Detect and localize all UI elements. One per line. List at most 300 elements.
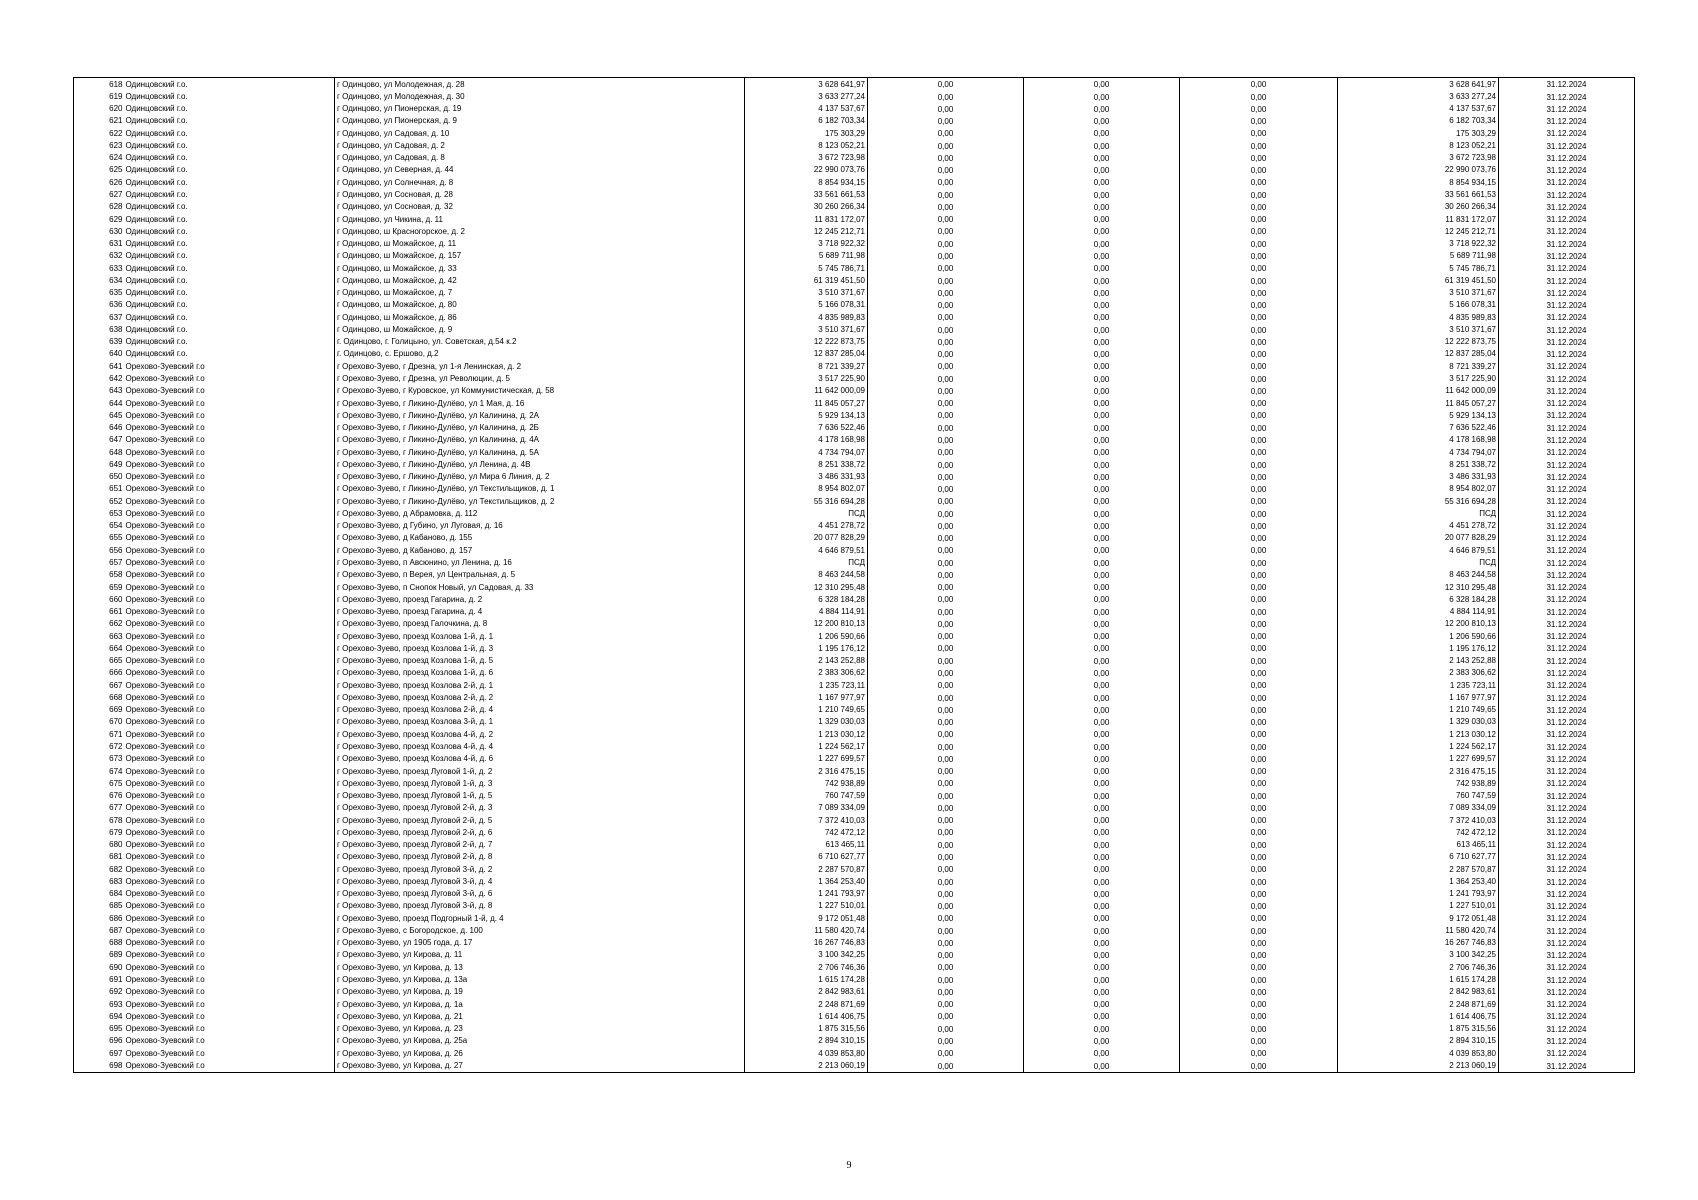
amount-col-3-cell: 0,00: [1024, 753, 1180, 765]
amount-col-4-cell: 0,00: [1180, 544, 1338, 556]
completion-date-cell: 31.12.2024: [1499, 826, 1635, 838]
completion-date-cell: 31.12.2024: [1499, 458, 1635, 470]
amount-col-4-cell: 0,00: [1180, 532, 1338, 544]
amount-remaining-cell: 3 510 371,67: [1338, 287, 1499, 299]
row-number-cell: 620: [74, 103, 124, 115]
completion-date-cell: 31.12.2024: [1499, 802, 1635, 814]
completion-date-cell: 31.12.2024: [1499, 569, 1635, 581]
amount-total-cell: 4 884 114,91: [745, 605, 868, 617]
table-row: [74, 520, 1635, 532]
municipality-cell: Орехово-Зуевский г.о: [124, 434, 335, 446]
amount-col-4-cell: 0,00: [1180, 888, 1338, 900]
amount-total-cell: 3 718 922,32: [745, 237, 868, 249]
amount-col-4-cell: 0,00: [1180, 765, 1338, 777]
municipality-cell: Орехово-Зуевский г.о: [124, 789, 335, 801]
amount-col-4-cell: 0,00: [1180, 323, 1338, 335]
amount-col-3-cell: 0,00: [1024, 421, 1180, 433]
row-number-cell: 673: [74, 753, 124, 765]
amount-remaining-cell: 16 267 746,83: [1338, 937, 1499, 949]
table-row: [74, 336, 1635, 348]
amount-col-4-cell: 0,00: [1180, 397, 1338, 409]
completion-date-cell: 31.12.2024: [1499, 385, 1635, 397]
amount-remaining-cell: 742 938,89: [1338, 777, 1499, 789]
amount-total-cell: 33 561 661,53: [745, 188, 868, 200]
row-number-cell: 618: [74, 78, 124, 91]
municipality-cell: Одинцовский г.о.: [124, 188, 335, 200]
amount-total-cell: 6 328 184,28: [745, 593, 868, 605]
table-row: [74, 360, 1635, 372]
amount-col-3-cell: 0,00: [1024, 336, 1180, 348]
address-cell: г Орехово-Зуево, проезд Луговой 3-й, д. 6: [335, 888, 745, 900]
municipality-cell: Орехово-Зуевский г.о: [124, 1035, 335, 1047]
amount-col-4-cell: 0,00: [1180, 1035, 1338, 1047]
municipality-cell: Одинцовский г.о.: [124, 250, 335, 262]
address-cell: г Орехово-Зуево, п Авсюнино, ул Ленина, д. 16: [335, 556, 745, 568]
address-cell: г Орехово-Зуево, г Дрезна, ул Революции, д. 5: [335, 372, 745, 384]
address-cell: г Одинцово, ш Можайское, д. 7: [335, 287, 745, 299]
amount-remaining-cell: 12 222 873,75: [1338, 336, 1499, 348]
completion-date-cell: 31.12.2024: [1499, 446, 1635, 458]
amount-remaining-cell: 12 200 810,13: [1338, 618, 1499, 630]
row-number-cell: 672: [74, 740, 124, 752]
amount-total-cell: 3 510 371,67: [745, 287, 868, 299]
address-cell: г Одинцово, ул Пионерская, д. 19: [335, 103, 745, 115]
completion-date-cell: 31.12.2024: [1499, 152, 1635, 164]
amount-col-2-cell: 0,00: [868, 593, 1024, 605]
completion-date-cell: 31.12.2024: [1499, 728, 1635, 740]
table-row: [74, 176, 1635, 188]
amount-col-2-cell: 0,00: [868, 789, 1024, 801]
amount-col-2-cell: 0,00: [868, 115, 1024, 127]
completion-date-cell: 31.12.2024: [1499, 507, 1635, 519]
amount-col-3-cell: 0,00: [1024, 777, 1180, 789]
amount-remaining-cell: 1 224 562,17: [1338, 740, 1499, 752]
row-number-cell: 639: [74, 336, 124, 348]
municipality-cell: Орехово-Зуевский г.о: [124, 875, 335, 887]
row-number-cell: 660: [74, 593, 124, 605]
table-row: [74, 569, 1635, 581]
completion-date-cell: 31.12.2024: [1499, 937, 1635, 949]
amount-col-2-cell: 0,00: [868, 287, 1024, 299]
amount-col-4-cell: 0,00: [1180, 802, 1338, 814]
amount-col-3-cell: 0,00: [1024, 900, 1180, 912]
amount-col-2-cell: 0,00: [868, 152, 1024, 164]
address-cell: г Орехово-Зуево, проезд Луговой 2-й, д. 7: [335, 838, 745, 850]
row-number-cell: 674: [74, 765, 124, 777]
completion-date-cell: 31.12.2024: [1499, 863, 1635, 875]
amount-remaining-cell: 61 319 451,50: [1338, 274, 1499, 286]
row-number-cell: 665: [74, 654, 124, 666]
amount-remaining-cell: 3 486 331,93: [1338, 471, 1499, 483]
completion-date-cell: 31.12.2024: [1499, 949, 1635, 961]
amount-col-2-cell: 0,00: [868, 1035, 1024, 1047]
address-cell: г Одинцово, ул Пионерская, д. 9: [335, 115, 745, 127]
amount-total-cell: 3 517 225,90: [745, 372, 868, 384]
amount-remaining-cell: 12 837 285,04: [1338, 348, 1499, 360]
amount-total-cell: 3 486 331,93: [745, 471, 868, 483]
amount-total-cell: 2 143 252,88: [745, 654, 868, 666]
municipality-cell: Одинцовский г.о.: [124, 90, 335, 102]
completion-date-cell: 31.12.2024: [1499, 1047, 1635, 1059]
address-cell: г Одинцово, ш Можайское, д. 9: [335, 323, 745, 335]
amount-col-4-cell: 0,00: [1180, 409, 1338, 421]
amount-remaining-cell: 7 372 410,03: [1338, 814, 1499, 826]
row-number-cell: 645: [74, 409, 124, 421]
amount-col-4-cell: 0,00: [1180, 605, 1338, 617]
table-row: [74, 274, 1635, 286]
amount-col-3-cell: 0,00: [1024, 605, 1180, 617]
amount-col-3-cell: 0,00: [1024, 556, 1180, 568]
amount-col-2-cell: 0,00: [868, 691, 1024, 703]
municipality-cell: Орехово-Зуевский г.о: [124, 667, 335, 679]
amount-col-3-cell: 0,00: [1024, 532, 1180, 544]
row-number-cell: 688: [74, 937, 124, 949]
amount-col-4-cell: 0,00: [1180, 115, 1338, 127]
address-cell: г Орехово-Зуево, д Губино, ул Луговая, д. 16: [335, 520, 745, 532]
row-number-cell: 657: [74, 556, 124, 568]
completion-date-cell: 31.12.2024: [1499, 139, 1635, 151]
row-number-cell: 630: [74, 225, 124, 237]
amount-total-cell: 5 689 711,98: [745, 250, 868, 262]
amount-col-3-cell: 0,00: [1024, 875, 1180, 887]
completion-date-cell: 31.12.2024: [1499, 90, 1635, 102]
amount-col-4-cell: 0,00: [1180, 973, 1338, 985]
amount-remaining-cell: 2 383 306,62: [1338, 667, 1499, 679]
amount-total-cell: 1 614 406,75: [745, 1010, 868, 1022]
amount-col-3-cell: 0,00: [1024, 961, 1180, 973]
row-number-cell: 659: [74, 581, 124, 593]
amount-remaining-cell: 1 227 699,57: [1338, 753, 1499, 765]
amount-col-2-cell: 0,00: [868, 605, 1024, 617]
address-cell: г Одинцово, ул Сосновая, д. 28: [335, 188, 745, 200]
amount-col-2-cell: 0,00: [868, 838, 1024, 850]
address-cell: г Орехово-Зуево, проезд Козлова 1-й, д. 1: [335, 630, 745, 642]
address-cell: г Одинцово, ул Молодежная, д. 30: [335, 90, 745, 102]
completion-date-cell: 31.12.2024: [1499, 434, 1635, 446]
amount-col-4-cell: 0,00: [1180, 642, 1338, 654]
amount-col-3-cell: 0,00: [1024, 201, 1180, 213]
amount-remaining-cell: 3 672 723,98: [1338, 152, 1499, 164]
amount-remaining-cell: 1 875 315,56: [1338, 1022, 1499, 1034]
amount-total-cell: 20 077 828,29: [745, 532, 868, 544]
row-number-cell: 666: [74, 667, 124, 679]
row-number-cell: 687: [74, 924, 124, 936]
amount-col-4-cell: 0,00: [1180, 225, 1338, 237]
amount-col-4-cell: 0,00: [1180, 728, 1338, 740]
municipality-cell: Орехово-Зуевский г.о: [124, 605, 335, 617]
amount-total-cell: 2 316 475,15: [745, 765, 868, 777]
table-row: [74, 961, 1635, 973]
amount-remaining-cell: 3 517 225,90: [1338, 372, 1499, 384]
amount-col-2-cell: 0,00: [868, 888, 1024, 900]
amount-remaining-cell: 1 329 030,03: [1338, 716, 1499, 728]
table-row: [74, 409, 1635, 421]
municipality-cell: Орехово-Зуевский г.о: [124, 912, 335, 924]
row-number-cell: 656: [74, 544, 124, 556]
table-row: [74, 912, 1635, 924]
data-table: [73, 77, 1635, 1073]
completion-date-cell: 31.12.2024: [1499, 691, 1635, 703]
address-cell: г Орехово-Зуево, г Ликино-Дулёво, ул Текстильщиков, д. 1: [335, 483, 745, 495]
table-row: [74, 679, 1635, 691]
amount-col-2-cell: 0,00: [868, 802, 1024, 814]
amount-total-cell: 16 267 746,83: [745, 937, 868, 949]
amount-total-cell: 6 182 703,34: [745, 115, 868, 127]
amount-remaining-cell: 3 633 277,24: [1338, 90, 1499, 102]
completion-date-cell: 31.12.2024: [1499, 188, 1635, 200]
table-row: [74, 115, 1635, 127]
amount-col-3-cell: 0,00: [1024, 176, 1180, 188]
row-number-cell: 624: [74, 152, 124, 164]
amount-col-4-cell: 0,00: [1180, 90, 1338, 102]
amount-col-2-cell: 0,00: [868, 225, 1024, 237]
amount-col-4-cell: 0,00: [1180, 127, 1338, 139]
amount-total-cell: 61 319 451,50: [745, 274, 868, 286]
amount-col-2-cell: 0,00: [868, 973, 1024, 985]
amount-col-3-cell: 0,00: [1024, 458, 1180, 470]
address-cell: г Одинцово, ш Можайское, д. 86: [335, 311, 745, 323]
completion-date-cell: 31.12.2024: [1499, 900, 1635, 912]
amount-col-4-cell: 0,00: [1180, 986, 1338, 998]
address-cell: г Орехово-Зуево, г Ликино-Дулёво, ул Ленина, д. 4В: [335, 458, 745, 470]
amount-col-4-cell: 0,00: [1180, 164, 1338, 176]
amount-total-cell: 12 200 810,13: [745, 618, 868, 630]
amount-col-3-cell: 0,00: [1024, 740, 1180, 752]
completion-date-cell: 31.12.2024: [1499, 78, 1635, 91]
address-cell: г Орехово-Зуево, проезд Козлова 2-й, д. 1: [335, 679, 745, 691]
amount-col-2-cell: 0,00: [868, 581, 1024, 593]
amount-col-4-cell: 0,00: [1180, 593, 1338, 605]
table-row: [74, 789, 1635, 801]
address-cell: г Орехово-Зуево, проезд Луговой 2-й, д. 6: [335, 826, 745, 838]
amount-total-cell: 175 303,29: [745, 127, 868, 139]
row-number-cell: 682: [74, 863, 124, 875]
address-cell: г Орехово-Зуево, д Абрамовка, д. 112: [335, 507, 745, 519]
municipality-cell: Одинцовский г.о.: [124, 323, 335, 335]
municipality-cell: Орехово-Зуевский г.о: [124, 471, 335, 483]
amount-remaining-cell: 2 213 060,19: [1338, 1059, 1499, 1072]
table-row: [74, 1059, 1635, 1072]
amount-col-3-cell: 0,00: [1024, 520, 1180, 532]
amount-total-cell: 6 710 627,77: [745, 851, 868, 863]
address-cell: г Орехово-Зуево, г Куровское, ул Коммунистическая, д. 58: [335, 385, 745, 397]
municipality-cell: Орехово-Зуевский г.о: [124, 495, 335, 507]
amount-remaining-cell: 8 954 802,07: [1338, 483, 1499, 495]
address-cell: г Орехово-Зуево, проезд Козлова 1-й, д. 3: [335, 642, 745, 654]
completion-date-cell: 31.12.2024: [1499, 654, 1635, 666]
address-cell: г Орехово-Зуево, проезд Козлова 1-й, д. 5: [335, 654, 745, 666]
row-number-cell: 695: [74, 1022, 124, 1034]
table-row: [74, 1047, 1635, 1059]
amount-col-4-cell: 0,00: [1180, 446, 1338, 458]
completion-date-cell: 31.12.2024: [1499, 618, 1635, 630]
amount-remaining-cell: 1 206 590,66: [1338, 630, 1499, 642]
amount-col-3-cell: 0,00: [1024, 495, 1180, 507]
row-number-cell: 629: [74, 213, 124, 225]
address-cell: г Одинцово, ул Сосновая, д. 32: [335, 201, 745, 213]
table-row: [74, 1022, 1635, 1034]
municipality-cell: Орехово-Зуевский г.о: [124, 814, 335, 826]
amount-total-cell: 4 039 853,80: [745, 1047, 868, 1059]
amount-col-3-cell: 0,00: [1024, 924, 1180, 936]
amount-col-3-cell: 0,00: [1024, 789, 1180, 801]
table-row: [74, 299, 1635, 311]
amount-col-3-cell: 0,00: [1024, 544, 1180, 556]
amount-remaining-cell: 3 510 371,67: [1338, 323, 1499, 335]
completion-date-cell: 31.12.2024: [1499, 581, 1635, 593]
amount-remaining-cell: 9 172 051,48: [1338, 912, 1499, 924]
row-number-cell: 627: [74, 188, 124, 200]
amount-remaining-cell: 8 721 339,27: [1338, 360, 1499, 372]
amount-col-3-cell: 0,00: [1024, 409, 1180, 421]
municipality-cell: Одинцовский г.о.: [124, 176, 335, 188]
table-row: [74, 385, 1635, 397]
address-cell: г Орехово-Зуево, г Ликино-Дулёво, ул Мира 6 Линия, д. 2: [335, 471, 745, 483]
amount-col-3-cell: 0,00: [1024, 446, 1180, 458]
completion-date-cell: 31.12.2024: [1499, 1022, 1635, 1034]
row-number-cell: 680: [74, 838, 124, 850]
completion-date-cell: 31.12.2024: [1499, 287, 1635, 299]
completion-date-cell: 31.12.2024: [1499, 225, 1635, 237]
municipality-cell: Орехово-Зуевский г.о: [124, 924, 335, 936]
completion-date-cell: 31.12.2024: [1499, 765, 1635, 777]
table-row: [74, 262, 1635, 274]
completion-date-cell: 31.12.2024: [1499, 421, 1635, 433]
table-row: [74, 826, 1635, 838]
amount-col-2-cell: 0,00: [868, 201, 1024, 213]
completion-date-cell: 31.12.2024: [1499, 789, 1635, 801]
row-number-cell: 650: [74, 471, 124, 483]
address-cell: г Орехово-Зуево, проезд Козлова 2-й, д. 2: [335, 691, 745, 703]
amount-col-3-cell: 0,00: [1024, 299, 1180, 311]
amount-remaining-cell: 2 316 475,15: [1338, 765, 1499, 777]
amount-col-3-cell: 0,00: [1024, 1010, 1180, 1022]
municipality-cell: Орехово-Зуевский г.о: [124, 998, 335, 1010]
row-number-cell: 677: [74, 802, 124, 814]
completion-date-cell: 31.12.2024: [1499, 176, 1635, 188]
table-row: [74, 875, 1635, 887]
address-cell: г Орехово-Зуево, г Ликино-Дулёво, ул Текстильщиков, д. 2: [335, 495, 745, 507]
amount-col-3-cell: 0,00: [1024, 1035, 1180, 1047]
amount-total-cell: 1 167 977,97: [745, 691, 868, 703]
amount-col-3-cell: 0,00: [1024, 667, 1180, 679]
amount-col-2-cell: 0,00: [868, 421, 1024, 433]
amount-remaining-cell: 12 245 212,71: [1338, 225, 1499, 237]
completion-date-cell: 31.12.2024: [1499, 237, 1635, 249]
table-row: [74, 103, 1635, 115]
completion-date-cell: 31.12.2024: [1499, 311, 1635, 323]
table-row: [74, 495, 1635, 507]
amount-col-2-cell: 0,00: [868, 998, 1024, 1010]
completion-date-cell: 31.12.2024: [1499, 360, 1635, 372]
amount-col-3-cell: 0,00: [1024, 765, 1180, 777]
row-number-cell: 693: [74, 998, 124, 1010]
table-row: [74, 348, 1635, 360]
amount-col-4-cell: 0,00: [1180, 237, 1338, 249]
row-number-cell: 675: [74, 777, 124, 789]
amount-remaining-cell: 5 929 134,13: [1338, 409, 1499, 421]
completion-date-cell: 31.12.2024: [1499, 397, 1635, 409]
amount-remaining-cell: 4 137 537,67: [1338, 103, 1499, 115]
municipality-cell: Орехово-Зуевский г.о: [124, 826, 335, 838]
row-number-cell: 676: [74, 789, 124, 801]
amount-col-3-cell: 0,00: [1024, 507, 1180, 519]
amount-remaining-cell: 760 747,59: [1338, 789, 1499, 801]
municipality-cell: Орехово-Зуевский г.о: [124, 421, 335, 433]
table-row: [74, 667, 1635, 679]
table-row: [74, 507, 1635, 519]
completion-date-cell: 31.12.2024: [1499, 348, 1635, 360]
amount-col-4-cell: 0,00: [1180, 311, 1338, 323]
row-number-cell: 670: [74, 716, 124, 728]
amount-remaining-cell: 175 303,29: [1338, 127, 1499, 139]
amount-remaining-cell: 5 745 786,71: [1338, 262, 1499, 274]
address-cell: г Орехово-Зуево, г Ликино-Дулёво, ул Калинина, д. 2Б: [335, 421, 745, 433]
table-row: [74, 471, 1635, 483]
table-row: [74, 532, 1635, 544]
municipality-cell: Орехово-Зуевский г.о: [124, 851, 335, 863]
table-row: [74, 986, 1635, 998]
address-cell: г Одинцово, ул Садовая, д. 8: [335, 152, 745, 164]
amount-col-3-cell: 0,00: [1024, 323, 1180, 335]
amount-total-cell: 8 251 338,72: [745, 458, 868, 470]
amount-total-cell: ПСД: [745, 556, 868, 568]
amount-remaining-cell: 12 310 295,48: [1338, 581, 1499, 593]
row-number-cell: 638: [74, 323, 124, 335]
amount-col-2-cell: 0,00: [868, 446, 1024, 458]
amount-col-3-cell: 0,00: [1024, 863, 1180, 875]
amount-col-2-cell: 0,00: [868, 654, 1024, 666]
amount-col-2-cell: 0,00: [868, 1047, 1024, 1059]
table-row: [74, 814, 1635, 826]
address-cell: г Орехово-Зуево, ул Кирова, д. 11: [335, 949, 745, 961]
amount-total-cell: 7 372 410,03: [745, 814, 868, 826]
amount-col-3-cell: 0,00: [1024, 152, 1180, 164]
amount-total-cell: 760 747,59: [745, 789, 868, 801]
amount-col-3-cell: 0,00: [1024, 716, 1180, 728]
address-cell: г Орехово-Зуево, проезд Козлова 4-й, д. 4: [335, 740, 745, 752]
amount-col-3-cell: 0,00: [1024, 262, 1180, 274]
table-row: [74, 237, 1635, 249]
amount-col-2-cell: 0,00: [868, 1010, 1024, 1022]
amount-col-4-cell: 0,00: [1180, 299, 1338, 311]
amount-total-cell: 12 222 873,75: [745, 336, 868, 348]
amount-col-3-cell: 0,00: [1024, 274, 1180, 286]
address-cell: г Орехово-Зуево, ул Кирова, д. 13а: [335, 973, 745, 985]
municipality-cell: Одинцовский г.о.: [124, 201, 335, 213]
municipality-cell: Орехово-Зуевский г.о: [124, 691, 335, 703]
address-cell: г Одинцово, ш Можайское, д. 33: [335, 262, 745, 274]
municipality-cell: Одинцовский г.о.: [124, 164, 335, 176]
address-cell: г Орехово-Зуево, проезд Козлова 2-й, д. 4: [335, 704, 745, 716]
row-number-cell: 619: [74, 90, 124, 102]
amount-remaining-cell: 2 143 252,88: [1338, 654, 1499, 666]
amount-total-cell: 1 875 315,56: [745, 1022, 868, 1034]
row-number-cell: 684: [74, 888, 124, 900]
amount-col-4-cell: 0,00: [1180, 201, 1338, 213]
municipality-cell: Орехово-Зуевский г.о: [124, 569, 335, 581]
address-cell: г. Одинцово, с. Ершово, д.2: [335, 348, 745, 360]
completion-date-cell: 31.12.2024: [1499, 495, 1635, 507]
municipality-cell: Одинцовский г.о.: [124, 225, 335, 237]
amount-col-4-cell: 0,00: [1180, 569, 1338, 581]
row-number-cell: 664: [74, 642, 124, 654]
amount-remaining-cell: ПСД: [1338, 556, 1499, 568]
address-cell: г. Одинцово, г. Голицыно, ул. Советская, д.54 к.2: [335, 336, 745, 348]
table-row: [74, 998, 1635, 1010]
table-row: [74, 446, 1635, 458]
row-number-cell: 636: [74, 299, 124, 311]
